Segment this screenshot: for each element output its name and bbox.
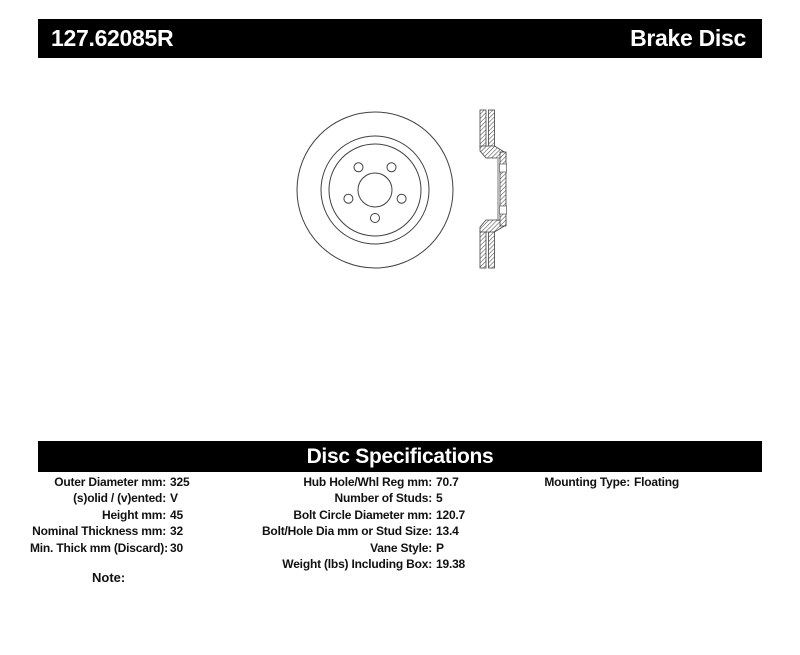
spec-label: Height mm: <box>101 507 166 522</box>
stud-hole <box>397 194 406 203</box>
spec-label: Bolt Circle Diameter mm: <box>293 507 432 522</box>
spec-value: Floating <box>634 475 680 489</box>
spec-value: 325 <box>170 475 190 489</box>
spec-value: 45 <box>170 507 183 522</box>
center-hub-hole <box>358 173 392 207</box>
disc-front-view <box>297 112 453 268</box>
spec-label: Number of Studs: <box>334 491 432 506</box>
product-type-title: Brake Disc <box>630 25 746 51</box>
top-inboard-plate <box>489 110 495 147</box>
spec-label: Weight (lbs) Including Box: <box>282 557 432 572</box>
note <box>92 570 125 585</box>
spec-column-right <box>490 474 770 490</box>
top-outboard-plate <box>480 110 486 147</box>
spec-label: Vane Style: <box>370 540 432 555</box>
spec-row-number-of-studs <box>250 490 570 506</box>
hat-stud-hole-mark <box>499 164 506 172</box>
spec-label: Bolt/Hole Dia mm or Stud Size: <box>261 524 432 539</box>
spec-value: 32 <box>170 524 183 539</box>
bottom-outboard-plate <box>480 231 486 268</box>
part-number: 127.62085R <box>51 25 174 51</box>
spec-value: P <box>436 540 444 555</box>
spec-row-vane-style <box>250 540 570 556</box>
braking-surface-inner-edge <box>321 136 429 244</box>
spec-row-weight <box>250 556 570 572</box>
spec-label: (s)olid / (v)ented: <box>73 491 166 506</box>
spec-value: 5 <box>436 491 443 506</box>
spec-label: Outer Diameter mm: <box>54 475 166 489</box>
spec-row-mounting-type <box>490 474 770 490</box>
spec-label: Min. Thick mm (Discard): <box>30 540 168 555</box>
spec-label: Mounting Type: <box>544 475 630 489</box>
brake-disc-drawing <box>280 95 520 280</box>
spec-value: 19.38 <box>436 557 466 572</box>
disc-side-view <box>480 110 507 268</box>
stud-hole <box>387 163 396 172</box>
stud-hole <box>354 163 363 172</box>
stud-hole <box>344 194 353 203</box>
spec-value: 30 <box>170 540 183 555</box>
spec-section-title: Disc Specifications <box>306 444 494 468</box>
spec-label: Nominal Thickness mm: <box>32 524 166 539</box>
spec-value: 120.7 <box>436 507 466 522</box>
hat-wall <box>500 152 506 226</box>
bottom-inboard-plate <box>489 231 495 268</box>
spec-row-bolt-circle-diameter <box>250 507 570 523</box>
stud-hole <box>371 214 380 223</box>
spec-value: V <box>170 491 178 506</box>
note-label: Note: <box>92 570 126 585</box>
disc-outer-edge <box>297 112 453 268</box>
hat-stud-hole-mark <box>499 206 506 214</box>
spec-row-bolt-hole-dia <box>250 523 570 539</box>
spec-value: 70.7 <box>436 475 459 489</box>
spec-section-title-bar <box>38 441 762 472</box>
spec-label: Hub Hole/Whl Reg mm: <box>303 475 432 489</box>
header-bar <box>38 19 762 58</box>
spec-value: 13.4 <box>436 524 459 539</box>
